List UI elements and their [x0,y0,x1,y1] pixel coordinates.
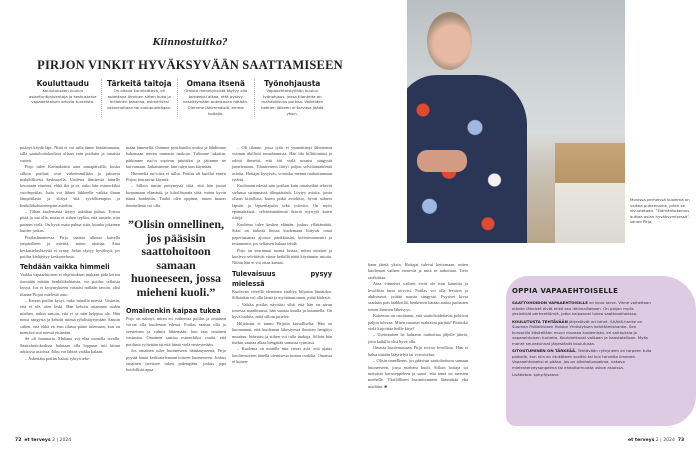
subheading: Omainenkin kaipaa tukea [126,307,221,316]
paragraph: – Vaikka potilas näyttäisi siltä, että hän on aivan toisessa maailmassa, hän saattaa kuulla ja kuunnella. On hyvä harkita, mitä silloin juttelee. [232,301,332,320]
paragraph: Himmeliä ruo'oista ei tullut. Potilas oli kuollut ennen Pirjon seuraavaa käyntiä. [126,170,226,183]
person-head [427,12,472,70]
article-column-2 [126,145,226,374]
paragraph: Potilashuoneessa Pirjo saattaa alkuun katsella ympärilleen ja miettiä, miten aloittaa. Aina keskusteluyhteyttä ei synny. Sekin täytyy hyväksyä, jos potilas kieltäytyy keskustelusta. [20,234,120,259]
footer-right [628,438,684,443]
tip [178,79,255,117]
info-box-body [512,300,652,380]
page-number: 72 [15,438,22,443]
paragraph: – Olisin onnellinen, jos pääsisin saattohoitoon samaan huoneeseen, jossa mieheni kuoli. Silloin hoitaja toi metsästä havuseppeleen ja sanoi, että tämä on metsien miehelle. Yksilöllinen huomioiminen lämmittää yhä mieltäni. ■ [368,358,468,389]
tip-title: Työnohjausta [264,79,321,88]
info-box [506,276,696,426]
paragraph: Kuoleman edessä niin potilaat kuin omaisetkin tekevät sielunsa sisimmässä tilinpäätöstä. Löytyy asioita, joista ollaan kiitollisia, kuten pitkä avioliitto, hyvät suhteet lapsiin ja lapsenlapsiin sekä ystäviin. On myös epämääräisiä, selvittämättömiä ikäviä myrryjä kuten riitoja. [232,183,332,221]
info-lead: KOULUTUSTA TEHTÄVÄÄN [512,318,568,324]
tip [102,79,179,117]
tip [255,79,331,117]
paragraph: Aina viimeiset vaiheet eivät ole niin kauniita ja levollisia kuin toivoisi. Potilas voi olla levoton ja ahdistunut, yrittää nousta sängystä. Fyysiset kivut saadaan pois lääkkeillä, henkiseen hätään auttaa parhaiten toisen ihmisen läheisyys. [368,281,468,312]
issue: 2 | 2024 [52,438,72,443]
paragraph: Omasta kuolemastaan Pirjo toivoo levollista. Hän ei halua mitään lääyrtelyä tai voivottelua. [368,345,468,357]
tip-text: Omista menetyksistä täytyy olla tarpeeksi aikaa, että pystyy keskittymään autettavan hätään. Olemme lähimmäisiä, emme hoitajia. [183,88,249,116]
info-item [512,319,652,347]
paragraph: Kuolema tulee kesken elämän, joskus yllättämättä. Siksi on tärkeää hoitaa kuolemaan liittyvät omat paperiasiansa ajoissa: pankkiasiat, hoitotestamentti ja testamentti, jos sellaisen haluaa tehdä. [232,221,332,247]
page-title: PIRJON VINKIT HYVÄKSYVÄÄN SAATTAMISEEN [37,58,343,72]
info-text: järjestävät eri tahot. SAAVA-hanke on Suomen Palliatiivisen Hoidon Yhdistyksen kehittämishanke. Sen kursseilla käsitellään muun muassa kuolemista, eri sairauksia ja vapaaehtoisen tunteita. Koulutettavat valitaan ja haastatellaan. Myös monet seurakunnat järjestävät koulutusta. [512,318,648,346]
info-text: Tehtävään ryhtyneen on tarpeen tulla paikalle, kun niin on etukäteen sovittu tai kun tarvetta ilmenee. Vapaaehtoiseksi ei pääse, jos on alkoholiongelma, vakava mielenterveysongelma tai ehdottomuutta uskon asioissa. [512,348,652,370]
article-column-3 [232,145,332,366]
tip-text: Vapaaehtoistyöhön kuuluu työnohjaus, jossa tilanteita on mahdollisuus purkaa. Vaikeiden hetkien jälkeen ei tarvitse jäädä yksin. [261,88,324,116]
tip-title: Kouluttaudu [36,79,89,88]
photo-caption: Monissa perheissä kuolema on vaikea puheenaihe, joten se sivuutetaan. ”Elämänkokemus auttaa asian hyväksymisessä”, sanoo Pirjo. [630,197,691,224]
info-lead: SAATTOHOIDON VAPAAEHTOISILLE [512,300,588,305]
paragraph: Hiljaisuus ei tunnu Pirjosta kiusalliselta. Hän on huomannut, että kuoleman lähestyessä ihmisen hengitys muuttuu, hidastuu ja siihen voi tulla taukoja. Silloin hän itsekin saattaa alkaa hengittää samassa rytmissä. [232,320,332,345]
kicker: Kiinnostuitko? [152,38,228,48]
paragraph: – Kuolema on monille niin vieras asia, että ajatus kuolinvuoteen äärellä olemisesta tuntuu oudolta. Omaisia ei kuiten- [232,346,332,365]
subheading: Tulevaisuus pysyy mielessä [232,269,332,288]
paragraph: – Silloin tunsin pettymystä siitä, että hän joutui luopumaan elämästä, ja kiitollisuutta siitä, miten hyvin häntä hoidettiin. Täältä olen oppinut, miten hauras ihmiselämä voi olla. [126,183,226,208]
person-hands [417,150,467,172]
more-info-link: Lisätietoa: sphy.fi/saava [512,372,559,377]
article-column-4 [368,262,468,390]
paragraph: Jos omainen tulee huoneeseen hätääntyneenä, Pirjo pyytää häntä keskustelemaan toiseen huoneeseen. Joskus omainen tarvitsee tukea pidempään, joskus jopa hoidollista apua. [126,348,226,373]
article-column-1 [20,145,120,362]
paragraph: Kokemus on osoittanut, että saattohoidettavat pohtivat paljon tulevaa. Miten omaiset mahtavat pärjätä? Pitäisikö vielä kirjoittaa heille kirje? [368,313,468,332]
footer-left [15,438,71,443]
paragraph: – Useimmiten he haluavat rauhoittaa jäljelle jääviä, jotta kaikilla olisi hyvä olla. [368,332,468,344]
subheading: Tehdään vaikka himmeli [20,263,110,272]
tips-row [25,79,330,117]
tip-text: On oltava kunnioittava, oli autettava ihminen sitten kuka ja millainen tahansa, esimerkiksi uskonnoltaan tai sukupuoleltaan. [106,88,172,111]
paragraph: Vaikka vapaaehtoisen ei ohjeistuksen mukaan pidä kertoa itsestään mitään henkilökohtaista, voi potilas sellaista kysyä. Jos ei kysymykseen vastaisi millään tavoin, olisi tilanne Pirjon mielestä outo. [20,272,120,297]
paragraph: Pirjo on seurannut monta kertaa, miten omaiset ja kuoleva selvittävät viime hetkillä näitä käytännön asioita. Niihin hän ei voi ottaa kantaa. [232,247,332,266]
paragraph: – Oli tilanne, jossa tytär ei ymmärtänyt läheisensä voinnin äkillistä romahtamista. Hän itki hillittömästi ja odotti ihmettä, että äiti vielä nousisi sängystä jumelemaan. Tilanteeseen liittyi paljon selvittämättömiä asioita. Hoitajat kysyivät, voisinko mennä rauhoittamaan tytärtä. [232,145,332,183]
tip [25,79,102,117]
portrait-photo [407,0,625,243]
paragraph: kaan jätetä yksin. Hoitajat tulevat kertomaan, miten kuoleman vaiheet etenevät ja mitä se tarkoittaa. Tieto rauhoittaa. [368,262,468,280]
paragraph: – Äskettäin potilas halusi ryhtyä teke- [25,355,91,361]
paragraph: mään himmeliä. Otimme pyörätuolin avaksi ja lähdimme hakemaan meren rannasta ruokoja. Tulimme takaisin, pätkimme ruo'ot sopivan pituisiksi ja jätimme ne kuivumaan. Jatkaisimme, kun tulen taas käymään. [126,145,226,170]
pull-quote: ”Olisin onnellinen, jos pääsisin saattohoitoon samaan huoneeseen, jossa mieheni kuoli.” [127,217,225,299]
info-item [512,300,652,317]
info-text: on kova tarve. Viime vaiheitaan elävän läheiset eivät ehkä asu lähimaillakaan. On paljon myös yksinäisiä perheettömiä, jotka kaipaavat tukea saattovaiheessa. [512,300,651,316]
paragraph: – Kerran potilas kysyi, onko minulla miestä. Vastasin, että ei ole, olen leski. Hän kehotti ottamaan uuden miehen, mihin sanoin, että ei se niin helppoa ole. Hän nousi sängystä ja kehotti minua ryhdistäytymään. Sanoin siihen, että ehkä en ensi tilassa pääse tulemaan, kun on mentävä sitä miestä etsimään. [20,297,120,335]
page-number: 73 [677,438,685,443]
issue: 2 | 2024 [655,438,675,443]
info-lead: SITOUTUMINEN ON TÄRKEÄÄ. [512,348,577,353]
paragraph: pitänyt käydä läpi. Niitä ei voi tulla tänne hoidattamaan, sillä saattohoitokodissa ollaan vain potilaita ja omaisia varten. [20,145,120,163]
tip-title: Tärkeitä taitoja [106,79,172,88]
magazine-name: et terveys [628,438,655,443]
info-item [512,348,652,370]
paragraph: Kuolevan vierellä oleminen sisältyy hiljaisia läsnäoloa. Silloinkin voi olla läsnä ja myötätuntoinen, pitää kädestä. [232,288,332,301]
tip-title: Omana itsenä [186,79,245,88]
tip-text: Koulutukseen kuuluu asiantuntijaluentoja ja keskustelua vapaaehtoisen omista tunteista. [28,88,97,105]
paragraph: Pirjo tulee Karinakotiin aina samapäivällä, koska silloin potilaat ovat virkeimmillään ja jaksavat mahdollisesti keskustella. Uudesta ihmisestä hänelle kerrotaan etunimi, ehkä ikä ja se, onko hän esimerkiksi vuodepotilas. Jutta voi lähteä liikkeelle vaikka ilman lämpötilasta ja siirtyä sitä syvällisempiin ja henkilökohtaisempiin asioihin. [20,164,120,208]
magazine-name: et terveys [24,438,51,443]
paragraph: Pirjo on nähnyt, miten eri vaiheessa potilas ja omainen voivat olla kuoleman edessä. Potilas saattaa olla jo seesteinen ja valmis lähtemään, kun taas omainen vastustaa. Omainen saattaa esimerkiksi vaatia, että potilasta syötetään tai että häntä vielä nesteytetään. [126,316,226,347]
bed [555,143,625,243]
paragraph: – Tähän kuolemasta täytyy uskaltaa puhua. Toivoa pitää ja saa olla, mutta ei siihen tyyliin, että taistele, niin paranet vielä. On hyvä osata puhua siitä, kuinka jokainen kuolee joskus. [20,209,120,234]
info-box-title: OPPIA VAPAAEHTOISELLE [512,287,619,295]
paragraph: Se oli huumoria. Mukana voi elää monella tavalla. Saattohoitokodissa halutaan olla loppuun asti kiinni arkisissa asioissa. Joku voi lähteä vaikka kalaan. [20,336,120,355]
